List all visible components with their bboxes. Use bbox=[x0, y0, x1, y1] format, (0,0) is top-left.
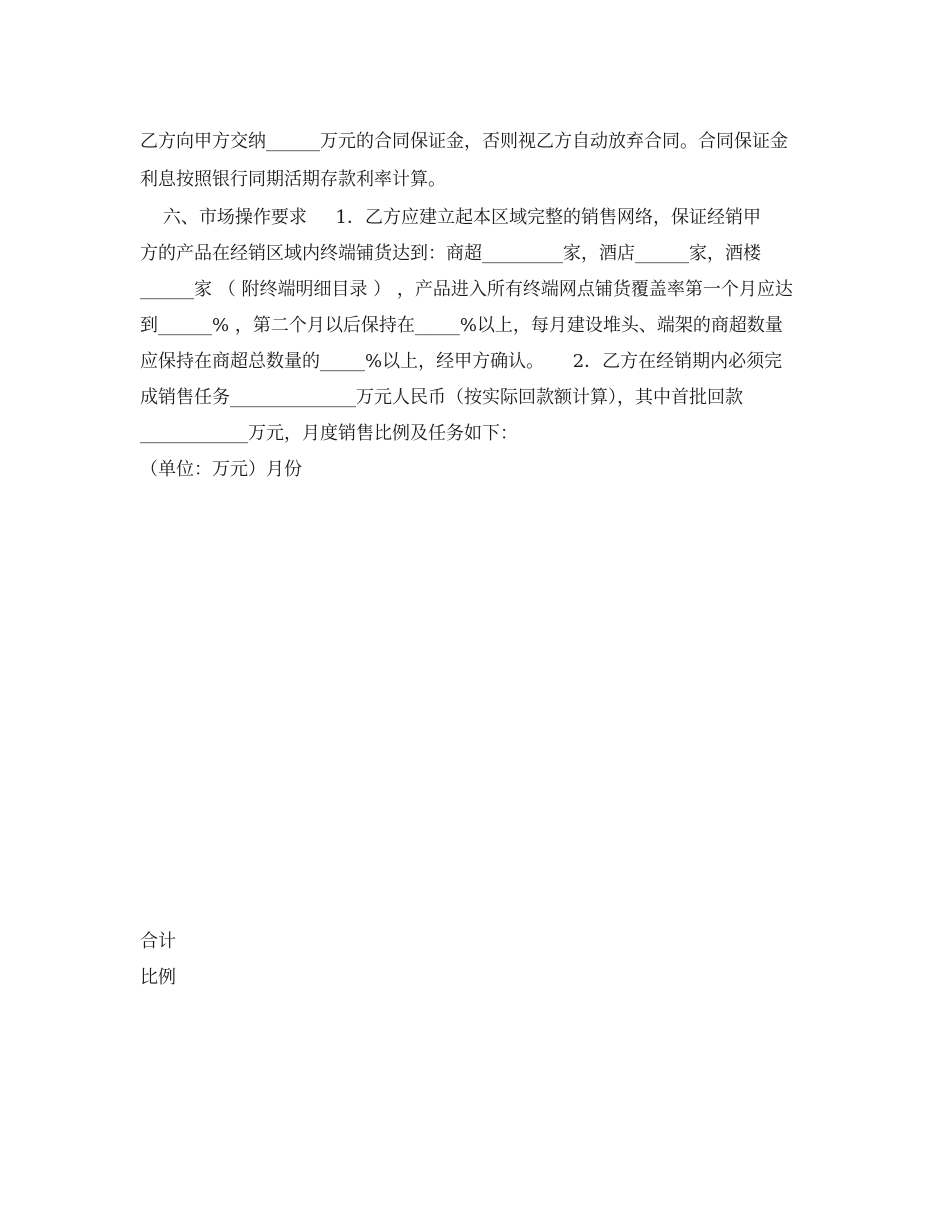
paragraph-line: 到______% ，第二个月以后保持在_____%以上，每月建设堆头、端架的商超数量 bbox=[140, 315, 783, 336]
table-header-label: （单位：万元）月份 bbox=[140, 459, 302, 480]
paragraph-line: 乙方向甲方交纳______万元的合同保证金，否则视乙方自动放弃合同。合同保证金 bbox=[140, 131, 788, 152]
paragraph-line: 方的产品在经销区域内终端铺货达到：商超_________家，酒店______家，酒楼 bbox=[140, 243, 761, 264]
paragraph-line: 应保持在商超总数量的_____%以上，经甲方确认。 2．乙方在经销期内必须完 bbox=[140, 351, 783, 372]
paragraph-line: ______家 （ 附终端明细目录 ） ，产品进入所有终端网点铺货覆盖率第一个月应达 bbox=[140, 279, 793, 300]
table-ratio-label: 比例 bbox=[140, 967, 176, 988]
section-heading-line: 六、市场操作要求 1．乙方应建立起本区域完整的销售网络，保证经销甲 bbox=[140, 207, 761, 228]
paragraph-line: 成销售任务______________万元人民币（按实际回款额计算），其中首批回款 bbox=[140, 387, 743, 408]
paragraph-line: ____________万元，月度销售比例及任务如下： bbox=[140, 423, 518, 444]
table-total-label: 合计 bbox=[140, 931, 176, 952]
paragraph-line: 利息按照银行同期活期存款利率计算。 bbox=[140, 169, 446, 190]
